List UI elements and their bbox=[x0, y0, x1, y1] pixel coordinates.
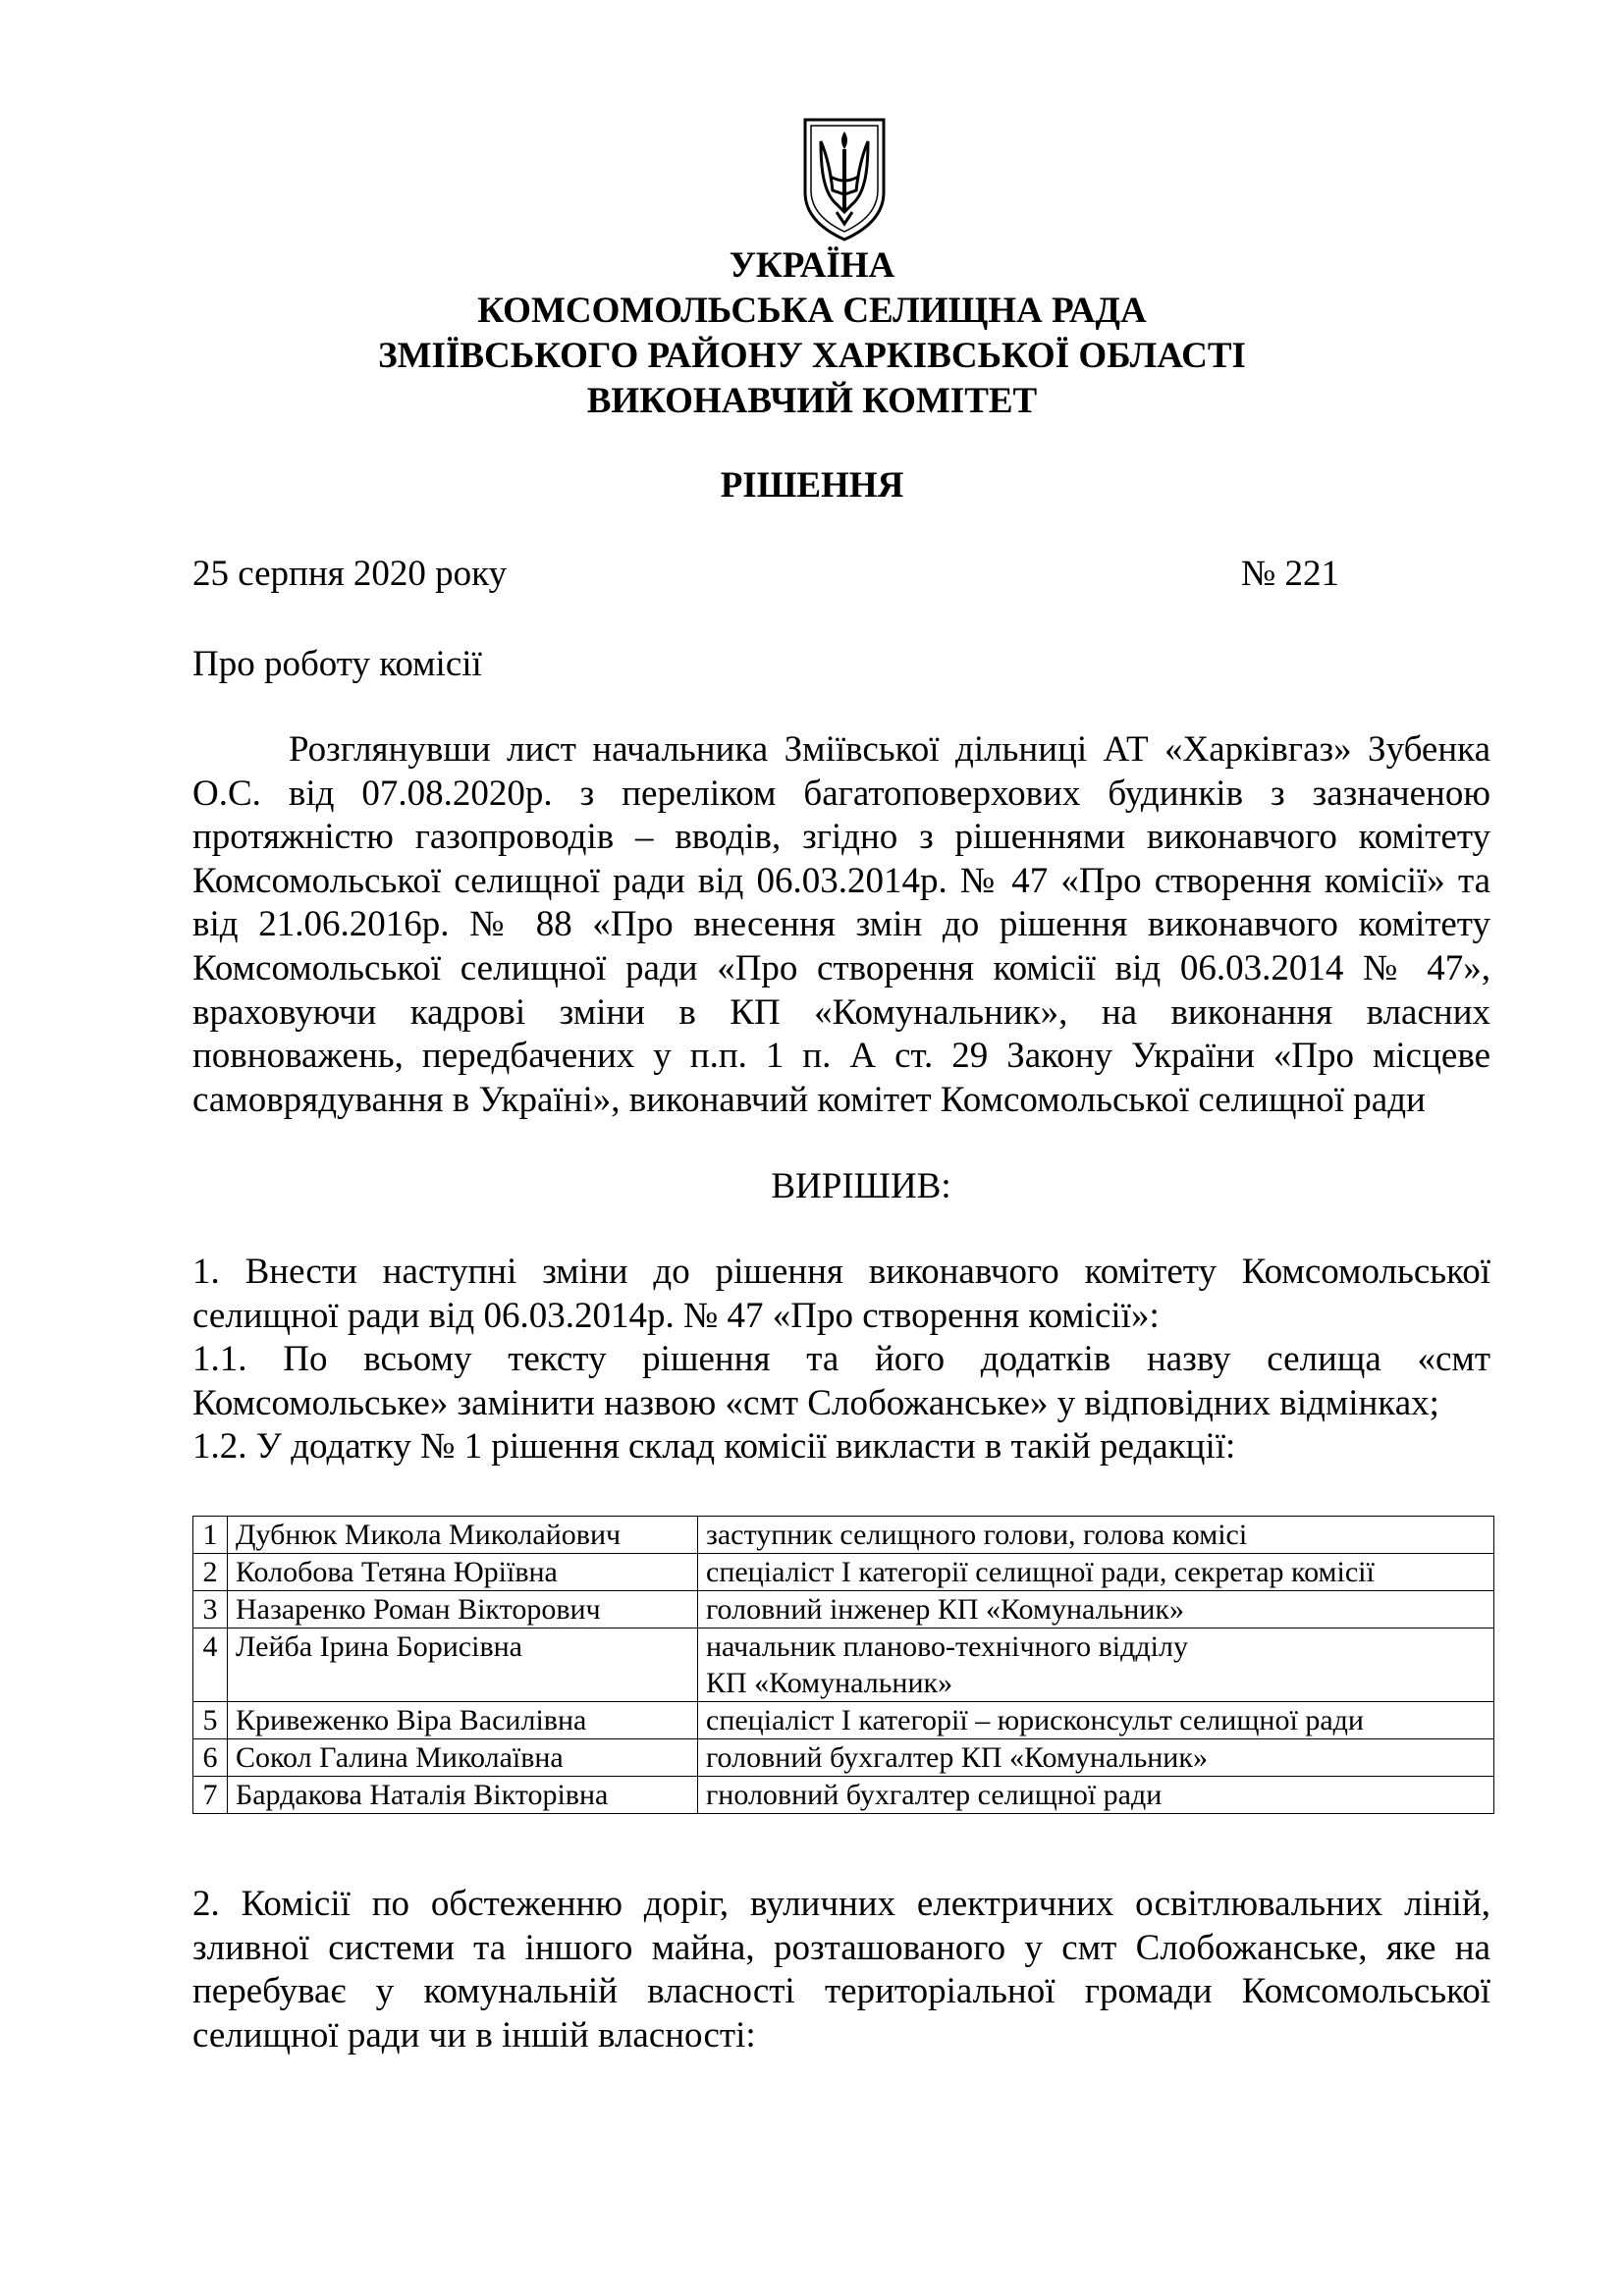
preamble-line: самоврядування в Україні», виконавчий комітет Комсомольської селищної ради bbox=[192, 1079, 1426, 1120]
decision-date: 25 серпня 2020 року bbox=[192, 554, 508, 594]
preamble-line: від 21.06.2016р. № 88 «Про внесення змін до рішення виконавчого комітету bbox=[192, 904, 1490, 945]
item-line: 2. Комісії по обстеженню доріг, вуличних електричних освітлювальних ліній, bbox=[192, 1884, 1490, 1924]
item-line: зливної системи та іншого майна, розташованого у смт Слобожанське, яке на bbox=[192, 1927, 1490, 1968]
item-line: перебуває у комунальній власності територіальної громади Комсомольської bbox=[192, 1971, 1490, 2012]
commission-members-table bbox=[192, 1516, 1494, 1814]
member-role: спеціаліст І категорії селищної ради, секретар комісії bbox=[698, 1554, 1494, 1591]
member-role-line: КП «Комунальник» bbox=[706, 1667, 953, 1699]
member-name: Кривеженко Віра Василівна bbox=[228, 1702, 698, 1739]
member-role: заступник селищного голови, голова комісі bbox=[698, 1517, 1494, 1554]
preamble-line: Розглянувши лист начальника Зміївської дільниці АТ «Харківгаз» Зубенка bbox=[289, 729, 1490, 770]
decision-title: РІШЕННЯ bbox=[720, 465, 904, 506]
member-number: 4 bbox=[193, 1629, 228, 1702]
item-line: селищної ради від 06.03.2014р. № 47 «Про створення комісії»: bbox=[192, 1295, 1160, 1336]
table-row bbox=[193, 1777, 1494, 1814]
header-council: КОМСОМОЛЬСЬКА СЕЛИЩНА РАДА bbox=[477, 291, 1147, 331]
table-row bbox=[193, 1517, 1494, 1554]
table-row bbox=[193, 1739, 1494, 1777]
item-line: 1. Внести наступні зміни до рішення виконавчого комітету Комсомольської bbox=[192, 1252, 1490, 1292]
item-line: селищної ради чи в іншій власності: bbox=[192, 2014, 756, 2056]
member-role-line: начальник планово-технічного відділу bbox=[706, 1630, 1188, 1663]
preamble-line: повноважень, передбачених у п.п. 1 п. А ст. 29 Закону України «Про місцеве bbox=[192, 1036, 1490, 1077]
member-name: Назаренко Роман Вікторович bbox=[228, 1591, 698, 1629]
member-number: 5 bbox=[193, 1702, 228, 1739]
member-role: головний бухгалтер КП «Комунальник» bbox=[698, 1739, 1494, 1777]
member-name: Лейба Ірина Борисівна bbox=[228, 1629, 698, 1702]
member-number: 6 bbox=[193, 1739, 228, 1777]
decision-subject: Про роботу комісії bbox=[192, 644, 482, 684]
header-district: ЗМІЇВСЬКОГО РАЙОНУ ХАРКІВСЬКОЇ ОБЛАСТІ bbox=[378, 336, 1246, 376]
table-row bbox=[193, 1702, 1494, 1739]
header-country: УКРАЇНА bbox=[729, 245, 895, 286]
item-line: 1.2. У додатку № 1 рішення склад комісії викласти в такій редакції: bbox=[192, 1426, 1236, 1468]
item-line: 1.1. По всьому тексту рішення та його додатків назву селища «смт bbox=[192, 1339, 1490, 1380]
table-row bbox=[193, 1554, 1494, 1591]
member-role: головний інженер КП «Комунальник» bbox=[698, 1591, 1494, 1629]
preamble-line: враховуючи кадрові зміни в КП «Комунальник», на виконання власних bbox=[192, 991, 1490, 1033]
member-role: спеціаліст І категорії – юрисконсульт селищної ради bbox=[698, 1702, 1494, 1739]
member-role bbox=[698, 1629, 1494, 1702]
member-name: Колобова Тетяна Юріївна bbox=[228, 1554, 698, 1591]
header-committee: ВИКОНАВЧИЙ КОМІТЕТ bbox=[586, 381, 1038, 421]
member-name: Бардакова Наталія Вікторівна bbox=[228, 1777, 698, 1814]
resolved-heading: ВИРІШИВ: bbox=[771, 1166, 951, 1206]
preamble-line: Комсомольської селищної ради від 06.03.2014р. № 47 «Про створення комісії» та bbox=[192, 860, 1490, 901]
member-number: 7 bbox=[193, 1777, 228, 1814]
table-row bbox=[193, 1629, 1494, 1702]
preamble-paragraph bbox=[192, 728, 1490, 1122]
member-number: 2 bbox=[193, 1554, 228, 1591]
member-name: Дубнюк Микола Миколайович bbox=[228, 1517, 698, 1554]
item-2-paragraph bbox=[192, 1883, 1490, 2057]
member-number: 3 bbox=[193, 1591, 228, 1629]
preamble-line: протяжністю газопроводів – вводів, згідно з рішеннями виконавчого комітету bbox=[192, 817, 1490, 858]
member-number: 1 bbox=[193, 1517, 228, 1554]
ukraine-trident-emblem-icon bbox=[801, 116, 888, 243]
member-name: Сокол Галина Миколаївна bbox=[228, 1739, 698, 1777]
member-role: гноловний бухгалтер селищної ради bbox=[698, 1777, 1494, 1814]
table-row bbox=[193, 1591, 1494, 1629]
preamble-line: Комсомольської селищної ради «Про створення комісії від 06.03.2014 № 47», bbox=[192, 947, 1490, 988]
item-line: Комсомольське» замінити назвою «смт Слобожанське» у відповідних відмінках; bbox=[192, 1382, 1439, 1423]
decision-number: № 221 bbox=[1241, 554, 1340, 594]
item-1-paragraph bbox=[192, 1251, 1490, 1469]
preamble-line: О.С. від 07.08.2020р. з переліком багатоповерхових будинків з зазначеною bbox=[192, 773, 1490, 814]
